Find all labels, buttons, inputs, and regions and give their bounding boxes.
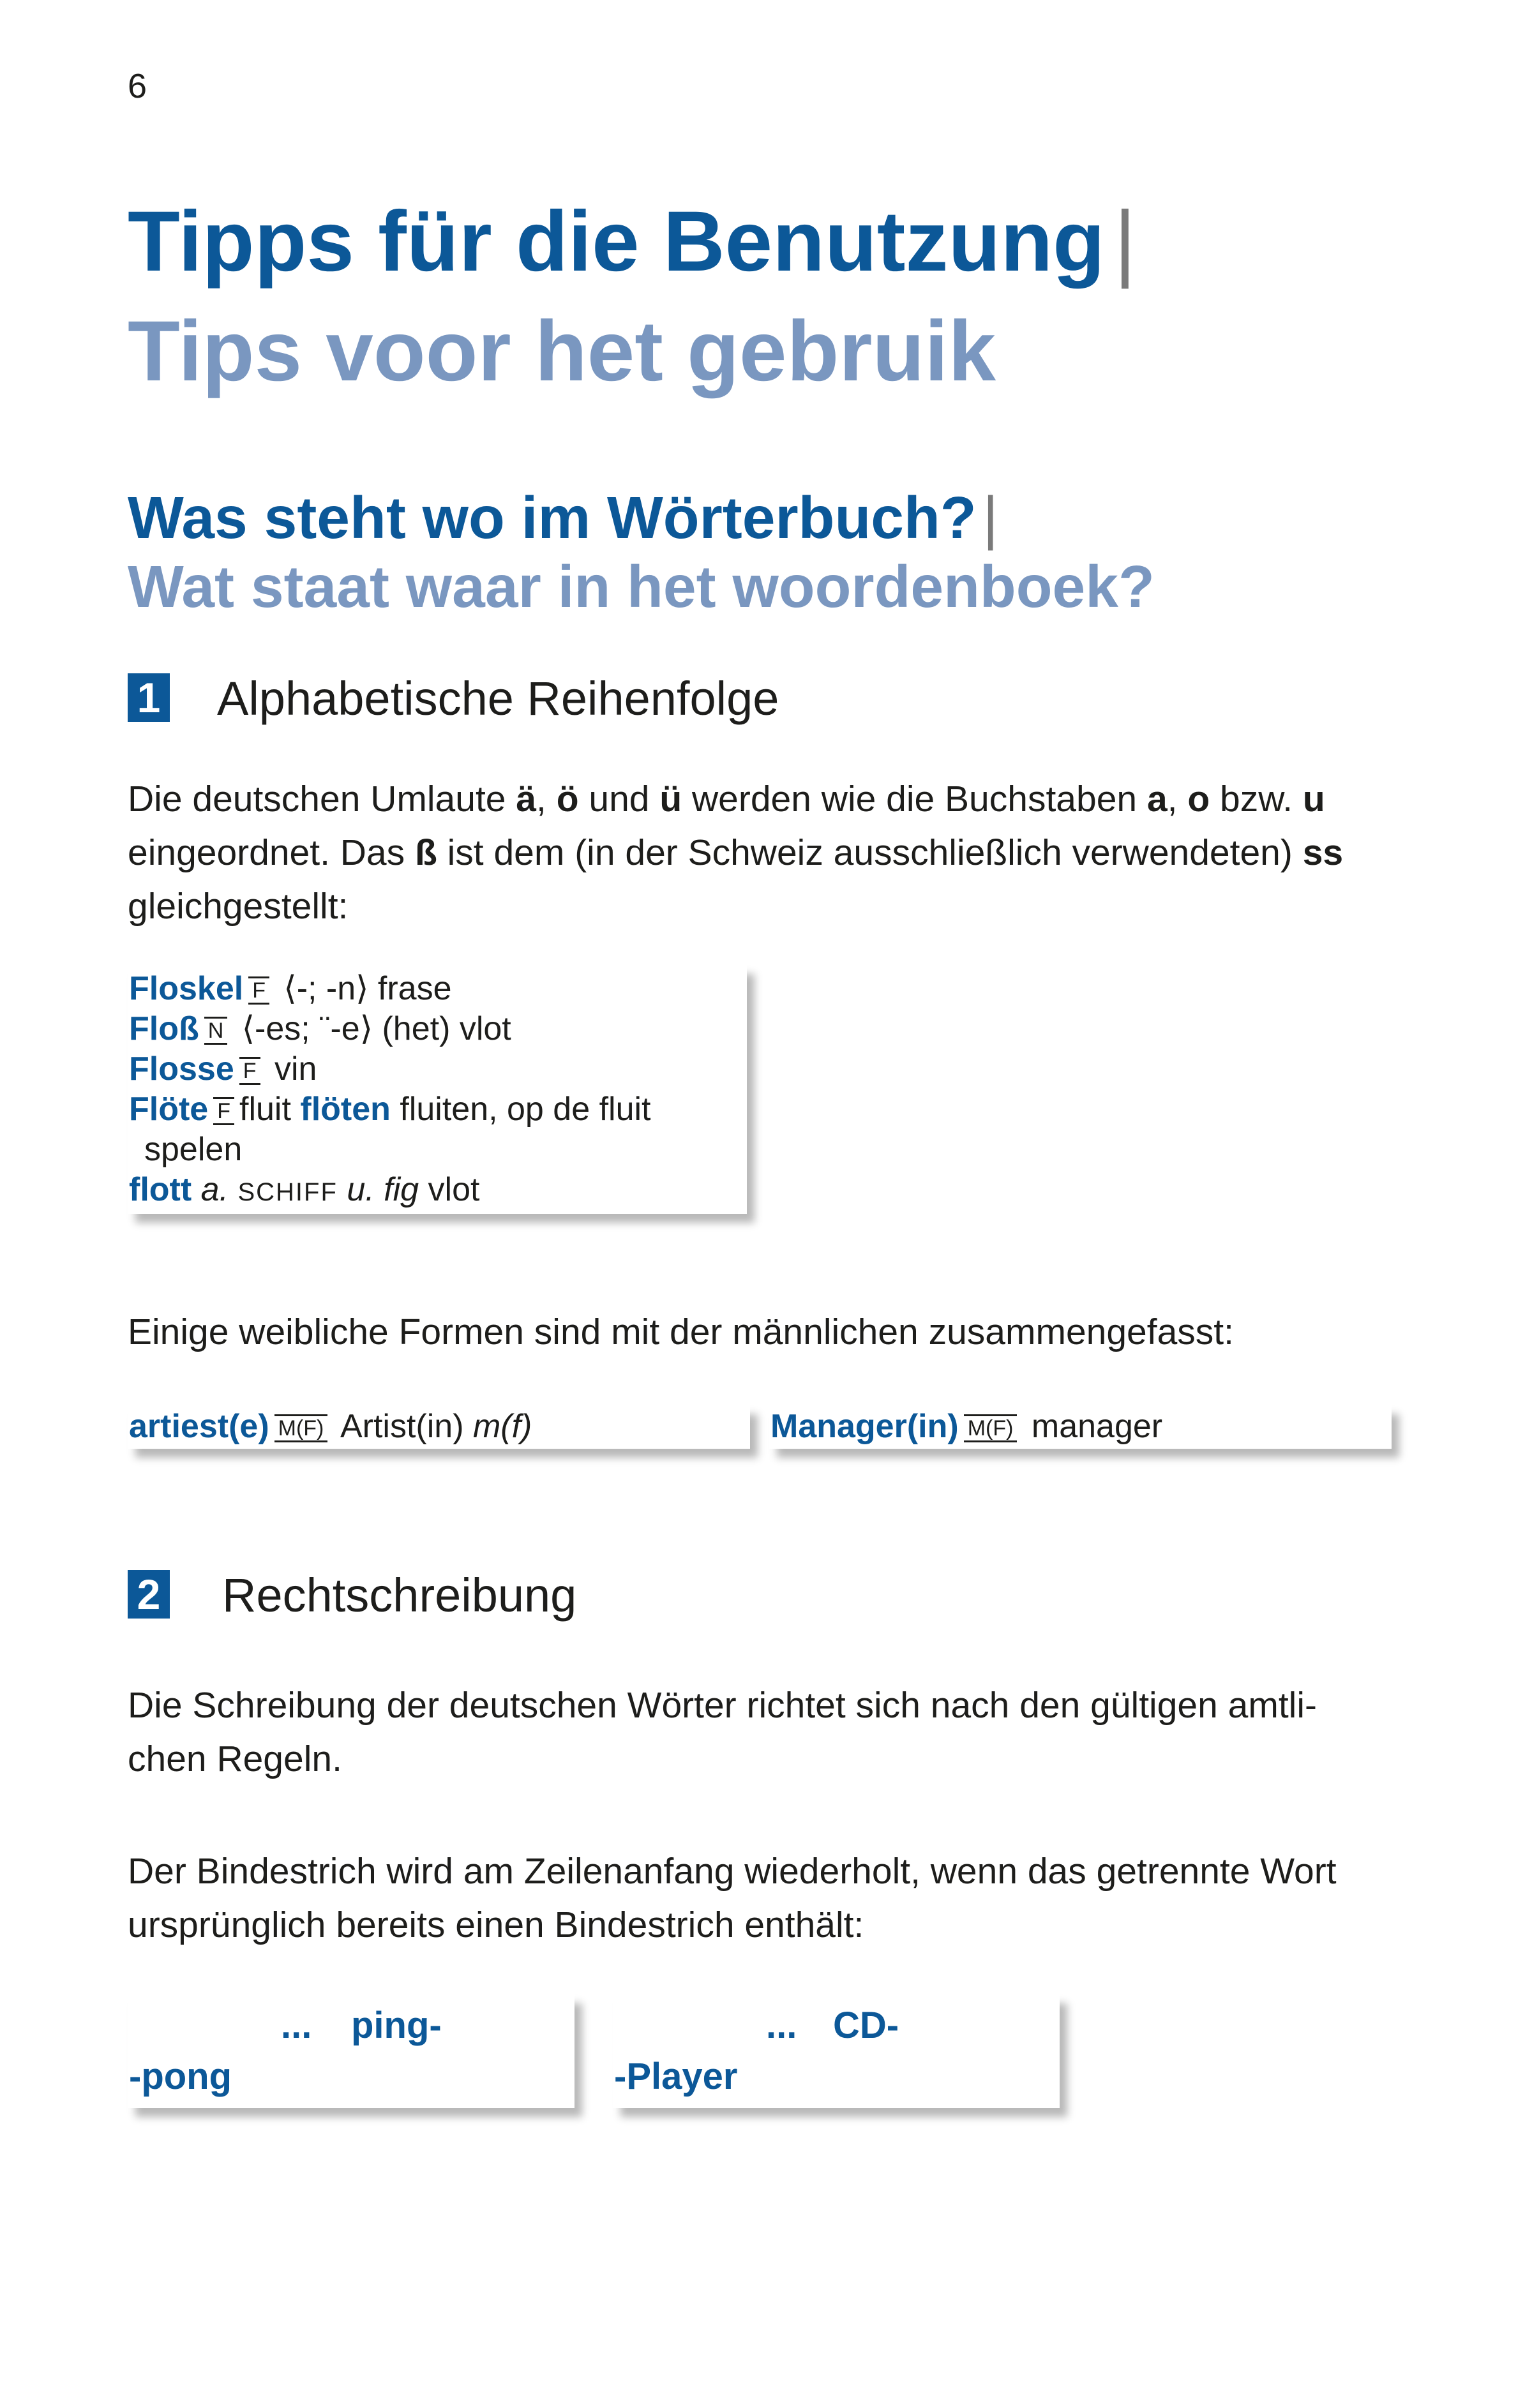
gender-example-box (769, 1405, 1392, 1449)
eszett: ß (414, 832, 437, 873)
hyphenated-line-2: -pong (129, 2056, 232, 2097)
section-1-intro (128, 772, 1411, 933)
gender-marker: F (248, 976, 269, 1005)
letter-o: o (1187, 779, 1210, 819)
usage-label: a. (192, 1171, 238, 1208)
hyphenated-line-1: CD- (833, 2005, 899, 2046)
umlaut-a: ä (516, 779, 537, 819)
page-title-nl: Tips voor het gebruik (128, 304, 996, 399)
intro-line-1 (128, 772, 1411, 826)
hyphenation-example-box (613, 1994, 1060, 2108)
text: ist dem (in der Schweiz ausschließlich verwendeten) (437, 832, 1303, 873)
subtitle-nl: Wat staat waar in het woordenboek? (128, 553, 1155, 620)
gender-example-box (128, 1405, 750, 1449)
translation: vlot (419, 1171, 480, 1208)
paragraph-line: Die Schreibung der deutschen Wörter richtet sich nach den gültigen amtli- (128, 1685, 1317, 1726)
text: und (578, 779, 660, 819)
subtitle-separator: | (982, 484, 998, 551)
hyphenation-example-box (128, 1994, 574, 2108)
headword: Flöte (129, 1091, 209, 1128)
gender-marker: M(F) (964, 1414, 1018, 1442)
dictionary-entry (129, 969, 651, 1009)
letter-a: a (1146, 779, 1168, 819)
section-2-number: 2 (128, 1570, 170, 1619)
section-2-title: Rechtschreibung (222, 1569, 577, 1622)
section-1-title: Alphabetische Reihenfolge (217, 672, 779, 725)
gender-marker: M(F) (274, 1414, 328, 1442)
grammar-info: ⟨-es; ¨-e⟩ (232, 1010, 382, 1047)
grammar-info: m(f) (472, 1408, 532, 1445)
double-s: ss (1302, 832, 1344, 873)
gender-marker: F (213, 1097, 234, 1125)
gender-note: Einige weibliche Formen sind mit der männlichen zusammengefasst: (128, 1312, 1234, 1352)
title-separator: | (1114, 194, 1136, 289)
translation: fluit (239, 1091, 301, 1128)
headword: flöten (300, 1091, 391, 1128)
section-1-number: 1 (128, 673, 170, 722)
section-2-paragraph-2 (128, 1844, 1411, 1952)
text: Die deutschen Umlaute (128, 779, 516, 819)
dictionary-entry (129, 1407, 532, 1447)
dictionary-entry (129, 1049, 651, 1089)
paragraph-line: chen Regeln. (128, 1739, 342, 1779)
headword: Floß (129, 1010, 199, 1047)
headword: artiest(e) (129, 1408, 269, 1445)
ellipsis: ... (766, 2005, 797, 2046)
gender-marker: N (204, 1017, 228, 1045)
umlaut-u: ü (659, 779, 682, 819)
intro-line-3: gleichgestellt: (128, 886, 349, 927)
dictionary-entry (129, 1170, 651, 1213)
text: , (536, 779, 557, 819)
translation: vin (274, 1051, 317, 1088)
dictionary-example-box (128, 965, 747, 1214)
intro-line-2 (128, 826, 1411, 879)
hyphenated-line-1: ping- (351, 2005, 442, 2046)
page-number: 6 (128, 67, 147, 105)
dictionary-entry (129, 1089, 651, 1130)
text: bzw. (1210, 779, 1303, 819)
headword: Floskel (129, 970, 244, 1007)
umlaut-o: ö (556, 779, 579, 819)
page-title-de (128, 194, 1136, 289)
subtitle-de (128, 484, 998, 551)
grammar-info (266, 1051, 274, 1088)
translation: manager (1022, 1408, 1163, 1445)
headword: flott (129, 1171, 192, 1208)
subject-label: SCHIFF (237, 1178, 338, 1206)
hyphenated-line-2: -Player (614, 2056, 738, 2097)
page-title-de-text: Tipps für die Benutzung (128, 194, 1105, 289)
gender-marker: F (239, 1057, 260, 1085)
translation: fluiten, op de fluit (390, 1091, 651, 1128)
usage-label: u. (337, 1171, 384, 1208)
dictionary-entry-continuation: spelen (144, 1131, 243, 1168)
dictionary-entry (129, 1009, 651, 1049)
translation: Artist(in) (333, 1408, 473, 1445)
paragraph-line: ursprünglich bereits einen Bindestrich enthält: (128, 1904, 864, 1945)
text: werden wie die Buchstaben (682, 779, 1147, 819)
letter-u: u (1302, 779, 1325, 819)
translation: (het) vlot (382, 1010, 511, 1047)
ellipsis: ... (281, 2005, 312, 2046)
paragraph-line: Der Bindestrich wird am Zeilenanfang wiederholt, wenn das getrennte Wort (128, 1851, 1337, 1892)
dictionary-entry (770, 1407, 1162, 1447)
headword: Manager(in) (770, 1408, 959, 1445)
text: , (1167, 779, 1188, 819)
headword: Flosse (129, 1051, 234, 1088)
text: eingeordnet. Das (128, 832, 415, 873)
usage-label: fig (384, 1171, 419, 1208)
subtitle-de-text: Was steht wo im Wörterbuch? (128, 484, 977, 551)
translation: frase (377, 970, 452, 1007)
section-2-paragraph-1 (128, 1679, 1411, 1786)
grammar-info: ⟨-; -n⟩ (274, 970, 378, 1007)
